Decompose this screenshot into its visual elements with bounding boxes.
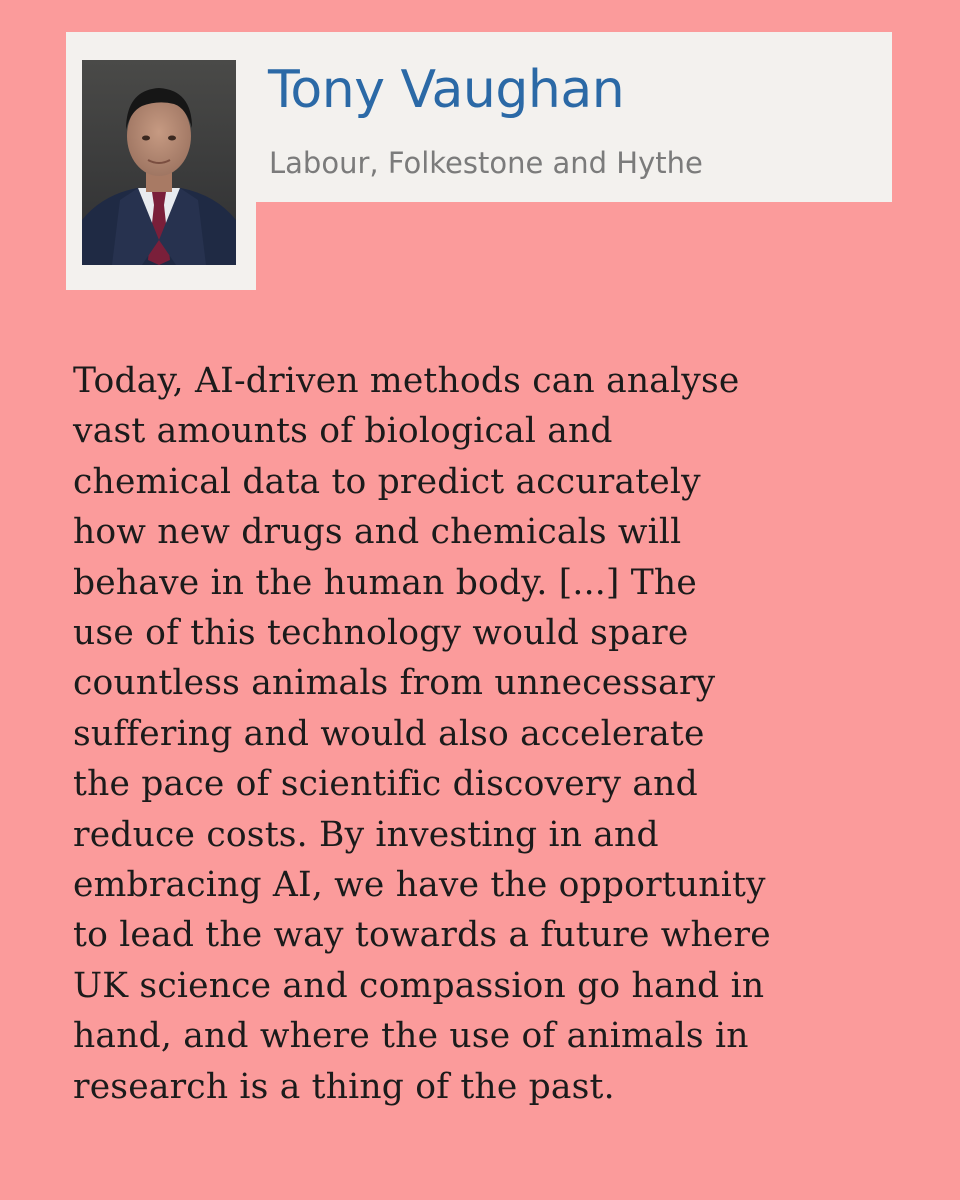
quote-line: vast amounts of biological and	[73, 411, 613, 452]
quote-line: reduce costs. By investing in and	[73, 814, 659, 855]
quote-line: hand, and where the use of animals in	[73, 1016, 749, 1057]
quote-line: UK science and compassion go hand in	[73, 965, 765, 1006]
quote-line: suffering and would also accelerate	[73, 713, 705, 754]
quote-line: how new drugs and chemicals will	[73, 512, 682, 553]
quote-line: to lead the way towards a future where	[73, 915, 771, 956]
quote-line: countless animals from unnecessary	[73, 663, 716, 704]
mp-portrait-photo	[82, 60, 236, 265]
quote-line: Today, AI-driven methods can analyse	[73, 361, 740, 401]
quote-line: chemical data to predict accurately	[73, 461, 701, 502]
mp-name: Tony Vaughan	[268, 60, 625, 120]
quote-line: embracing AI, we have the opportunity	[73, 865, 766, 906]
quote-line: research is a thing of the past.	[73, 1066, 615, 1107]
mp-party-constituency: Labour, Folkestone and Hythe	[269, 146, 703, 180]
quote-line: use of this technology would spare	[73, 613, 689, 654]
quote-line: behave in the human body. [...] The	[73, 562, 697, 603]
quote-line: the pace of scientific discovery and	[73, 764, 698, 805]
quote-text	[73, 356, 933, 1112]
